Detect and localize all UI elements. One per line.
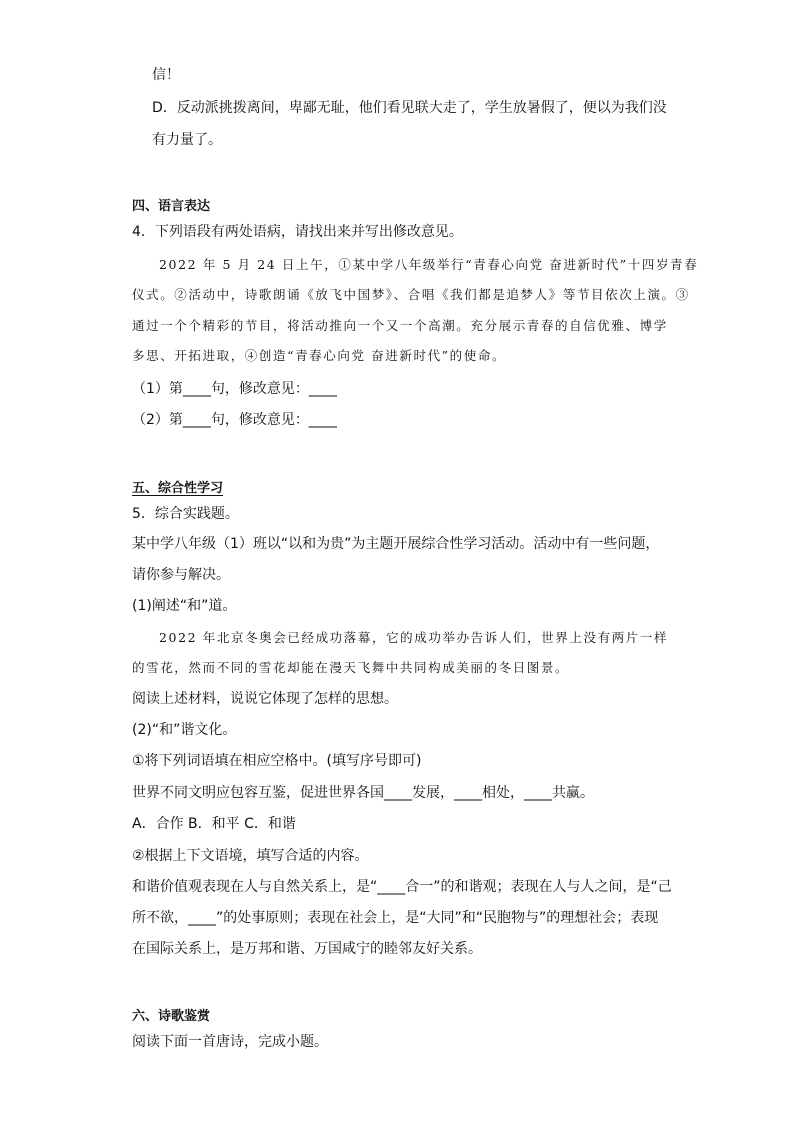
sub2-title: (2)“和”谐文化。 — [132, 722, 237, 738]
section6-intro: 阅读下面一首唐诗，完成小题。 — [132, 1034, 328, 1050]
section4-passage-line4: 多思、开拓进取，④创造“青春心向党 奋进新时代”的使命。 — [132, 348, 507, 363]
paragraph-line3: 在国际关系上，是万邦和谐、万国咸宁的睦邻友好关系。 — [132, 941, 482, 957]
sub2-options: A．合作 B．和平 C．和谐 — [132, 816, 296, 832]
paragraph-line2: 所不欲，____”的处事原则；表现在社会上，是“大同”和“民胞物与”的理想社会；表现 — [132, 910, 659, 926]
section4-passage-line3: 通过一个个精彩的节目，将活动推向一个又一个高潮。充分展示青春的自信优雅、博学 — [132, 318, 668, 333]
sub2-item1: ①将下列词语填在相应空格中。(填写序号即可) — [132, 753, 422, 769]
section5-intro-line1: 某中学八年级（1）班以“以和为贵”为主题开展综合性学习活动。活动中有一些问题， — [132, 536, 660, 552]
option-d-line1: D．反动派挑拨离间，卑鄙无耻，他们看见联大走了，学生放暑假了，便以为我们没 — [152, 100, 667, 116]
paragraph-line1: 和谐价值观表现在人与自然关系上，是“____合一”的和谐观；表现在人与人之间，是“己 — [132, 879, 672, 895]
option-d-line2: 有力量了。 — [152, 132, 222, 148]
answer-line-2: （2）第____句，修改意见：____ — [132, 412, 337, 428]
section4-heading: 四、语言表达 — [132, 199, 211, 214]
section4-passage-line1: 2022 年 5 月 24 日上午，①某中学八年级举行“青春心向党 奋进新时代”十四岁青春 — [159, 257, 699, 272]
section6-heading: 六、诗歌鉴赏 — [132, 1009, 211, 1024]
question5-text: 5．综合实践题。 — [132, 506, 239, 522]
section4-passage-line2: 仪式。②活动中，诗歌朗诵《放飞中国梦》、合唱《我们都是追梦人》等节目依次上演。③ — [132, 287, 690, 302]
answer-line-1: （1）第____句，修改意见：____ — [132, 381, 337, 397]
prev-question-tail: 信！ — [152, 67, 180, 83]
sub2-sentence: 世界不同文明应包容互鉴，促进世界各国____发展，____相处，____共赢。 — [132, 785, 594, 801]
sub2-item2: ②根据上下文语境，填写合适的内容。 — [132, 848, 369, 864]
sub1-title: (1)阐述“和”道。 — [132, 598, 237, 614]
section5-heading: 五、综合性学习 — [132, 481, 224, 496]
question4-text: 4．下列语段有两处语病，请找出来并写出修改意见。 — [132, 224, 463, 240]
sub1-prompt: 阅读上述材料，说说它体现了怎样的思想。 — [132, 691, 398, 707]
material-line2: 的雪花，然而不同的雪花却能在漫天飞舞中共同构成美丽的冬日图景。 — [132, 660, 570, 675]
material-line1: 2022 年北京冬奥会已经成功落幕，它的成功举办告诉人们，世界上没有两片一样 — [159, 630, 669, 645]
section5-intro-line2: 请你参与解决。 — [132, 567, 230, 583]
